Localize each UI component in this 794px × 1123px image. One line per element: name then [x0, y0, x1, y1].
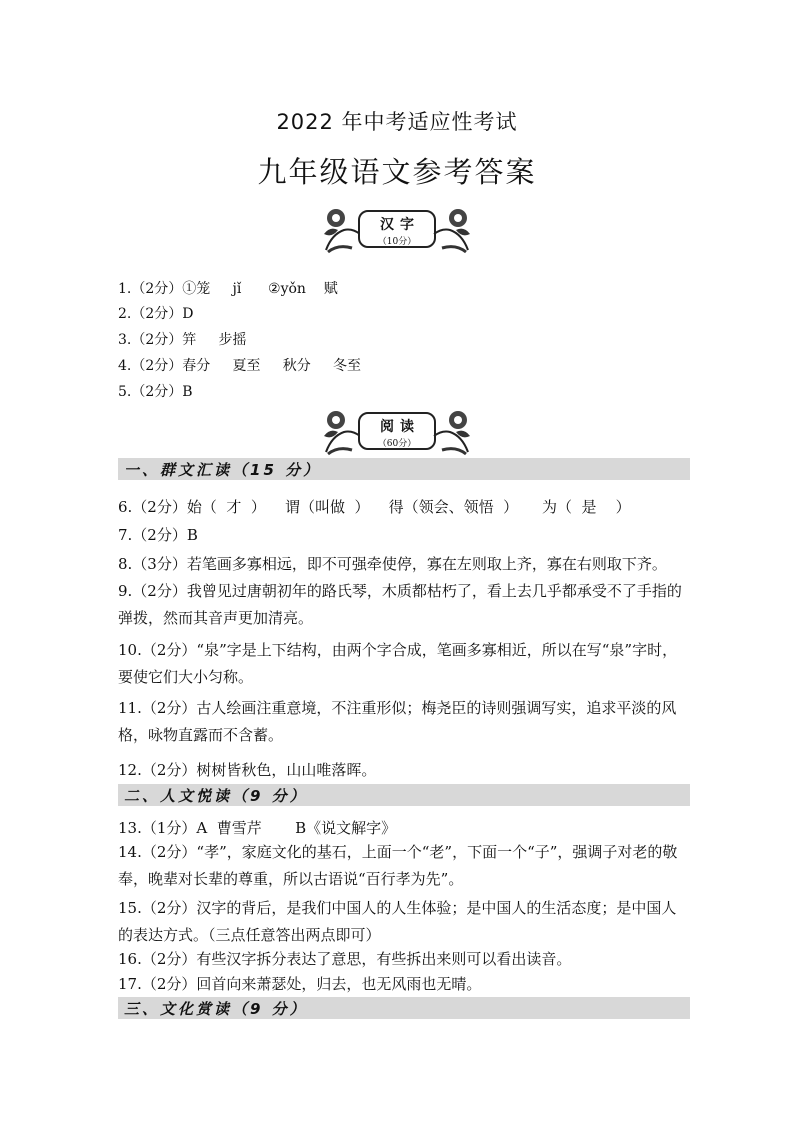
flower-ornament-left-icon: [322, 204, 362, 256]
emblem-points: （10分）: [377, 237, 417, 247]
section-title: 三、文化赏读（9 分）: [124, 1000, 308, 1018]
answer-9: 9.（2分）我曾见过唐朝初年的路氏琴，木质都枯朽了，看上去几乎都承受不了手指的弹拨，然而其音声更加清亮。: [118, 582, 682, 627]
answer-2: 2.（2分）D: [118, 306, 194, 322]
answer-key-title: 九年级语文参考答案: [257, 155, 537, 189]
answer-15: 15.（2分）汉字的背后，是我们中国人的人生体验；是中国人的生活态度；是中国人的表达方式。（三点任意答出两点即可）: [118, 899, 677, 944]
answer-6: 6.（2分）始（ 才 ） 谓（叫做 ） 得（领会、领悟 ） 为（ 是 ）: [118, 498, 631, 516]
section-title: 一、群文汇读（15 分）: [124, 461, 322, 479]
answer-12: 12.（2分）树树皆秋色，山山唯落晖。: [118, 761, 377, 779]
answer-7: 7.（2分）B: [118, 526, 198, 544]
section-emblem-hanzi: [322, 204, 472, 256]
section-title: 二、人文悦读（9 分）: [124, 787, 308, 805]
section-header-1: [118, 458, 690, 480]
exam-title: 2022 年中考适应性考试: [276, 110, 518, 134]
flower-ornament-left-icon: [322, 406, 362, 458]
emblem-plaque: [358, 210, 436, 248]
answer-3: 3.（2分）笄 步摇: [118, 332, 247, 348]
emblem-plaque: [358, 412, 436, 450]
flower-ornament-right-icon: [432, 204, 472, 256]
flower-ornament-right-icon: [432, 406, 472, 458]
answer-14: 14.（2分）“孝”，家庭文化的基石，上面一个“老”，下面一个“子”，强调子对老的敬奉，晚辈对长辈的尊重，所以古语说“百行孝为先”。: [118, 843, 678, 888]
answer-16: 16.（2分）有些汉字拆分表达了意思，有些拆出来则可以看出读音。: [118, 950, 572, 968]
answer-13: 13.（1分）A 曹雪芹 B《说文解字》: [118, 819, 397, 837]
emblem-label: 阅读: [380, 419, 420, 435]
answer-4: 4.（2分）春分 夏至 秋分 冬至: [118, 358, 362, 374]
section-header-3: [118, 997, 690, 1019]
answer-17: 17.（2分）回首向来萧瑟处，归去，也无风雨也无晴。: [118, 975, 482, 993]
answer-5: 5.（2分）B: [118, 384, 193, 400]
section-header-2: [118, 784, 690, 806]
answer-1: 1.（2分）①笼 jǐ ②yǒn 赋: [118, 281, 338, 297]
answer-8: 8.（3分）若笔画多寡相远，即不可强牵使停，寡在左则取上齐，寡在右则取下齐。: [118, 555, 667, 573]
emblem-points: （60分）: [377, 439, 417, 449]
section-emblem-yuedu: [322, 406, 472, 458]
emblem-label: 汉字: [380, 217, 420, 233]
answer-11: 11.（2分）古人绘画注重意境，不注重形似；梅尧臣的诗则强调写实，追求平淡的风格，咏物直露而不含蓄。: [118, 699, 677, 744]
answer-10: 10.（2分）“泉”字是上下结构，由两个字合成，笔画多寡相近，所以在写“泉”字时，要使它们大小匀称。: [118, 641, 678, 686]
